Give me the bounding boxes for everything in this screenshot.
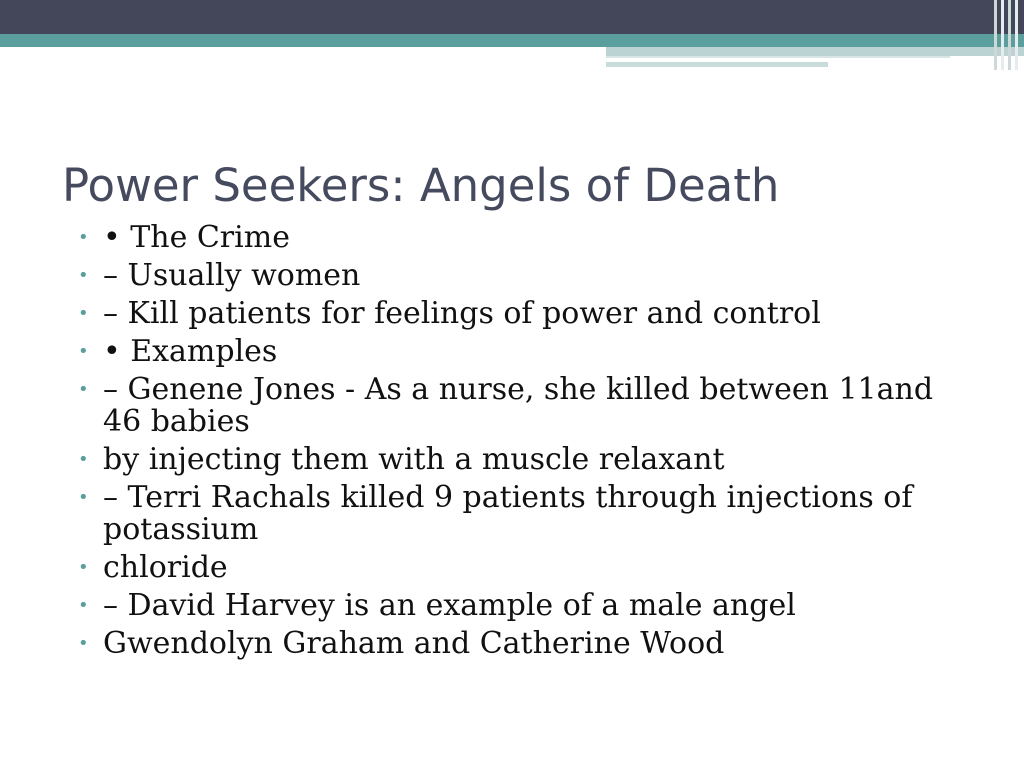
list-item [70,222,970,254]
slide-title: Power Seekers: Angels of Death [62,159,780,212]
list-item-text: chloride [103,550,228,585]
header-stripe [1001,0,1004,70]
header-stripe [1015,0,1018,70]
list-item-text: – Terri Rachals killed 9 patients through injections of potassium [103,480,913,547]
list-item-text: Gwendolyn Graham and Catherine Wood [103,626,725,661]
list-item [70,298,970,330]
header-stripe [1008,0,1011,70]
list-item-text: – Usually women [103,258,361,293]
list-item [70,260,970,292]
header-stripe [994,0,997,70]
list-item [70,628,970,660]
bullet-icon: • [78,595,89,616]
list-item [70,552,970,584]
list-item [70,336,970,368]
header-accent-line [606,56,950,58]
list-item-text: by injecting them with a muscle relaxant [103,442,725,477]
bullet-icon: • [78,633,89,654]
list-item-text: – Genene Jones - As a nurse, she killed between 11and 46 babies [103,372,934,439]
list-item-text: • Examples [103,334,278,369]
list-item [70,444,970,476]
list-item-text: – David Harvey is an example of a male angel [103,588,796,623]
header-accent-line [606,62,828,67]
bullet-list [70,222,970,666]
bullet-icon: • [78,341,89,362]
bullet-icon: • [78,449,89,470]
list-item-text: • The Crime [103,220,290,255]
list-item [70,482,970,546]
list-item [70,374,970,438]
bullet-icon: • [78,379,89,400]
header-bar-dark [0,0,1024,34]
header-bar-teal [0,34,1024,47]
bullet-icon: • [78,227,89,248]
bullet-icon: • [78,303,89,324]
bullet-icon: • [78,557,89,578]
bullet-icon: • [78,265,89,286]
header-accent-light [606,47,1024,56]
list-item [70,590,970,622]
bullet-icon: • [78,487,89,508]
list-item-text: – Kill patients for feelings of power and control [103,296,821,331]
